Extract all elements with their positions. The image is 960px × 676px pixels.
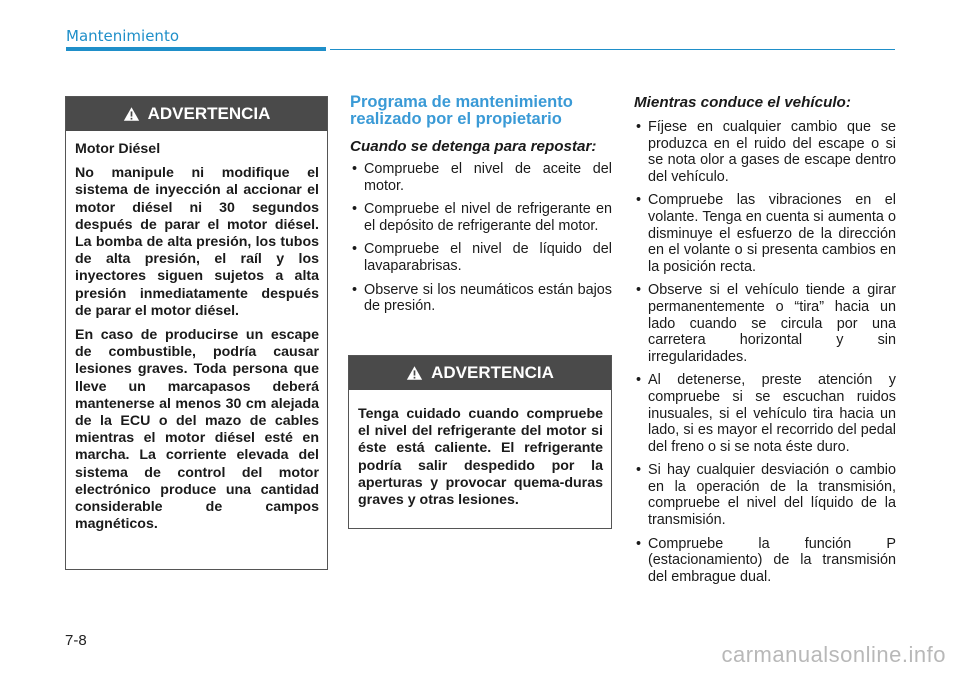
page-number: 7-8: [65, 632, 87, 649]
warning-title: ADVERTENCIA: [147, 104, 271, 123]
warning-body: [66, 131, 327, 548]
warning-box-diesel: [65, 96, 328, 570]
header-rule-thin: [330, 49, 895, 51]
section-title: Mantenimiento: [66, 27, 179, 45]
list-item: • Compruebe el nivel de aceite del motor.: [350, 161, 612, 194]
list-item: • Observe si los neumáticos están bajos de presión.: [350, 282, 612, 315]
subsection-heading: Mientras conduce el vehículo:: [634, 94, 851, 111]
warning-paragraph: No manipule ni modifique el sistema de inyección al accionar el motor diésel ni 30 segundos después de parar el motor diésel. La bomba de alta presión, los tubos de alta presión, el raíl y los inyectores siguen sujetos a alta presión inmediatamente después de parar el motor diésel.: [75, 165, 319, 319]
list-item: • Compruebe las vibraciones en el volante. Tenga en cuenta si aumenta o disminuye el esfuerzo de la dirección en el volante o si presenta cambios en la posición recta.: [634, 192, 896, 275]
warning-title: ADVERTENCIA: [431, 363, 554, 382]
subsection-heading: Cuando se detenga para repostar:: [350, 138, 597, 155]
list-item: • Compruebe el nivel de líquido del lavaparabrisas.: [350, 241, 612, 274]
list-item: • Compruebe el nivel de refrigerante en el depósito de refrigerante del motor.: [350, 201, 612, 234]
right-column: [634, 94, 896, 592]
warning-header: [349, 356, 611, 390]
list-item: • Observe si el vehículo tiende a girar permanentemente o “tira” hacia un lado cuando se circula por una carretera horizontal y sin irregularidades.: [634, 282, 896, 365]
middle-column: [350, 94, 612, 322]
warning-heading: Motor Diésel: [75, 141, 161, 157]
warning-paragraph: En caso de producirse un escape de combustible, podría causar lesiones graves. Toda persona que lleve un marcapasos deberá mantenerse al menos 30 cm alejada de la ECU o del mazo de cables mientras el motor diésel esté en marcha. La corriente elevada del sistema de control del motor electrónico produce una cantidad considerable de campos magnéticos.: [75, 327, 319, 533]
header-rule-thick: [66, 47, 326, 51]
warning-box-coolant: [348, 355, 612, 529]
warning-header: [66, 97, 327, 131]
list-item: • Si hay cualquier desviación o cambio en la operación de la transmisión, compruebe el nivel del líquido de la transmisión.: [634, 462, 896, 528]
warning-triangle-icon: [406, 365, 423, 381]
check-list: [350, 161, 612, 315]
list-item: • Compruebe la función P (estacionamiento) de la transmisión del embrague dual.: [634, 536, 896, 586]
section-heading: Programa de mantenimiento realizado por el propietario: [350, 93, 573, 128]
check-list: [634, 119, 896, 585]
watermark: carmanualsonline.info: [721, 642, 946, 667]
warning-triangle-icon: [123, 106, 140, 122]
list-item: • Al detenerse, preste atención y compruebe si se escuchan ruidos inusuales, si el vehículo tira hacia un lado, si es mayor el recorrido del pedal del freno o si se nota éste duro.: [634, 372, 896, 455]
warning-paragraph: Tenga cuidado cuando compruebe el nivel del refrigerante del motor si éste está caliente. El refrigerante podría salir despedido por la aperturas y provocar quema-duras graves y otras lesiones.: [358, 406, 603, 509]
warning-body: [349, 390, 611, 524]
list-item: • Fíjese en cualquier cambio que se produzca en el ruido del escape o si se nota olor a gases de escape dentro del vehículo.: [634, 119, 896, 185]
